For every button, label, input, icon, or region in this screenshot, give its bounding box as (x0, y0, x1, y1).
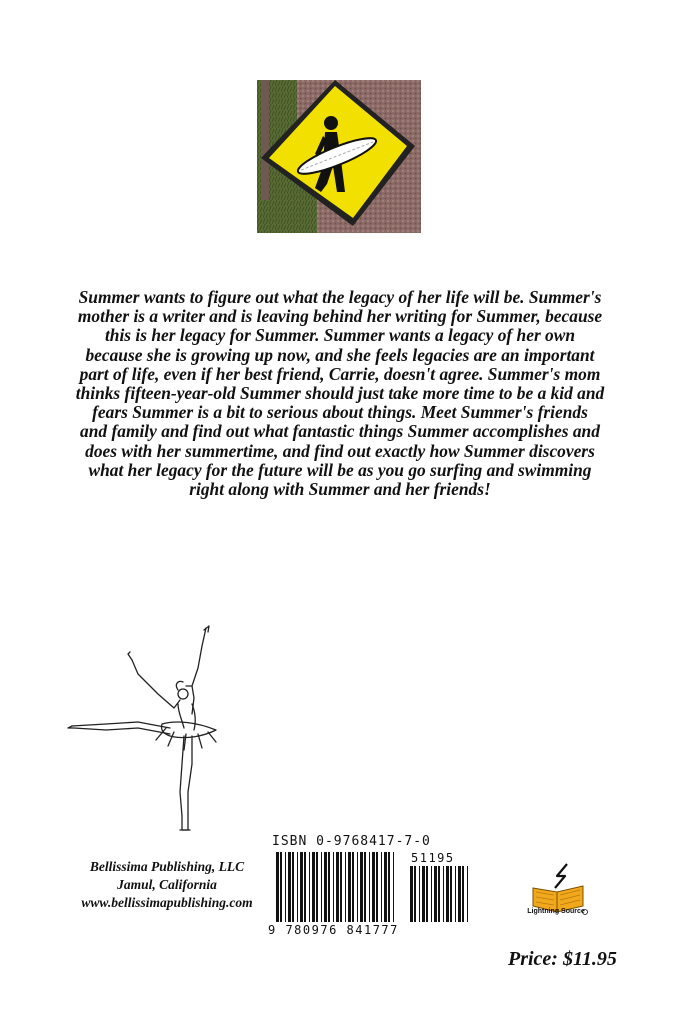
barcode-bar (352, 852, 354, 922)
description-line: right along with Summer and her friends! (189, 479, 491, 500)
barcode-bar (372, 852, 375, 922)
publisher-website: www.bellissimapublishing.com (81, 895, 253, 910)
barcode-bar (462, 866, 464, 922)
barcode-bar (316, 852, 318, 922)
barcode-bar (410, 866, 413, 922)
barcode-bar (288, 852, 291, 922)
barcode-bar (393, 852, 394, 922)
barcode-bar (434, 866, 437, 922)
description-line: this is her legacy for Summer. Summer wants a legacy of her own (104, 325, 576, 346)
barcode-bar (285, 852, 286, 922)
description-line: fears Summer is a bit to serious about things. Meet Summer's friends (92, 402, 588, 423)
description-line: what her legacy for the future will be as you go surfing and swimming (88, 459, 592, 480)
barcode-bar (312, 852, 315, 922)
barcode-bar (280, 852, 282, 922)
barcode-bar (357, 852, 358, 922)
barcode-bar (426, 866, 428, 922)
book-price: Price: $11.95 (508, 948, 617, 970)
barcode-bar (304, 852, 306, 922)
barcode-bar (333, 852, 334, 922)
barcode-bar (364, 852, 366, 922)
printer-logo-label: Lightning Source (527, 908, 585, 915)
description-line: part of life, even if her best friend, Carrie, doesn't agree. Summer's mom (79, 363, 601, 384)
barcode-bar (336, 852, 339, 922)
barcode-bar (422, 866, 425, 922)
barcode-bar (348, 852, 351, 922)
barcode-bar (292, 852, 294, 922)
barcode-bar (458, 866, 461, 922)
barcode-bar (381, 852, 382, 922)
book-description (40, 288, 640, 499)
publisher-location: Jamul, California (117, 877, 217, 892)
barcode-bar (467, 866, 468, 922)
barcode-bar (438, 866, 440, 922)
barcode-bar (414, 866, 416, 922)
description-line: does with her summertime, and find out exactly how Summer discovers (85, 440, 595, 461)
barcode-bar (384, 852, 387, 922)
barcode-supplement: 51195 (411, 851, 455, 865)
barcode-bar (276, 852, 279, 922)
barcode-bar (431, 866, 432, 922)
surfer-crossing-sign-icon (257, 80, 421, 233)
isbn-label: ISBN 0-9768417-7-0 (272, 834, 431, 849)
barcode-bar (388, 852, 390, 922)
publisher-info (62, 858, 272, 912)
description-line: Summer wants to figure out what the legacy of her life will be. Summer's (78, 287, 602, 307)
ballerina-drawing-icon (66, 624, 226, 840)
description-line: because she is growing up now, and she feels legacies are an important (85, 344, 595, 365)
description-line: and family and find out what fantastic things Summer accomplishes and (80, 421, 600, 442)
barcode-bar (321, 852, 322, 922)
barcode-bar (345, 852, 346, 922)
barcode-bar (369, 852, 370, 922)
barcode-bar (455, 866, 456, 922)
barcode-bar (324, 852, 327, 922)
barcode-bar (300, 852, 303, 922)
publisher-name: Bellissima Publishing, LLC (89, 859, 245, 874)
barcode-bar (450, 866, 452, 922)
description-line: mother is a writer and is leaving behind her writing for Summer, because (77, 306, 603, 327)
barcode-number: 9 780976 841777 (268, 923, 399, 937)
barcode-bar (340, 852, 342, 922)
barcode-bar (419, 866, 420, 922)
barcode-bar (446, 866, 449, 922)
barcode-bar (309, 852, 310, 922)
description-line: thinks fifteen-year-old Summer should just take more time to be a kid and (75, 383, 605, 404)
barcode-bar (443, 866, 444, 922)
barcode-bar (360, 852, 363, 922)
barcode-bar (328, 852, 330, 922)
barcode-bar (376, 852, 378, 922)
barcode-bar (297, 852, 298, 922)
